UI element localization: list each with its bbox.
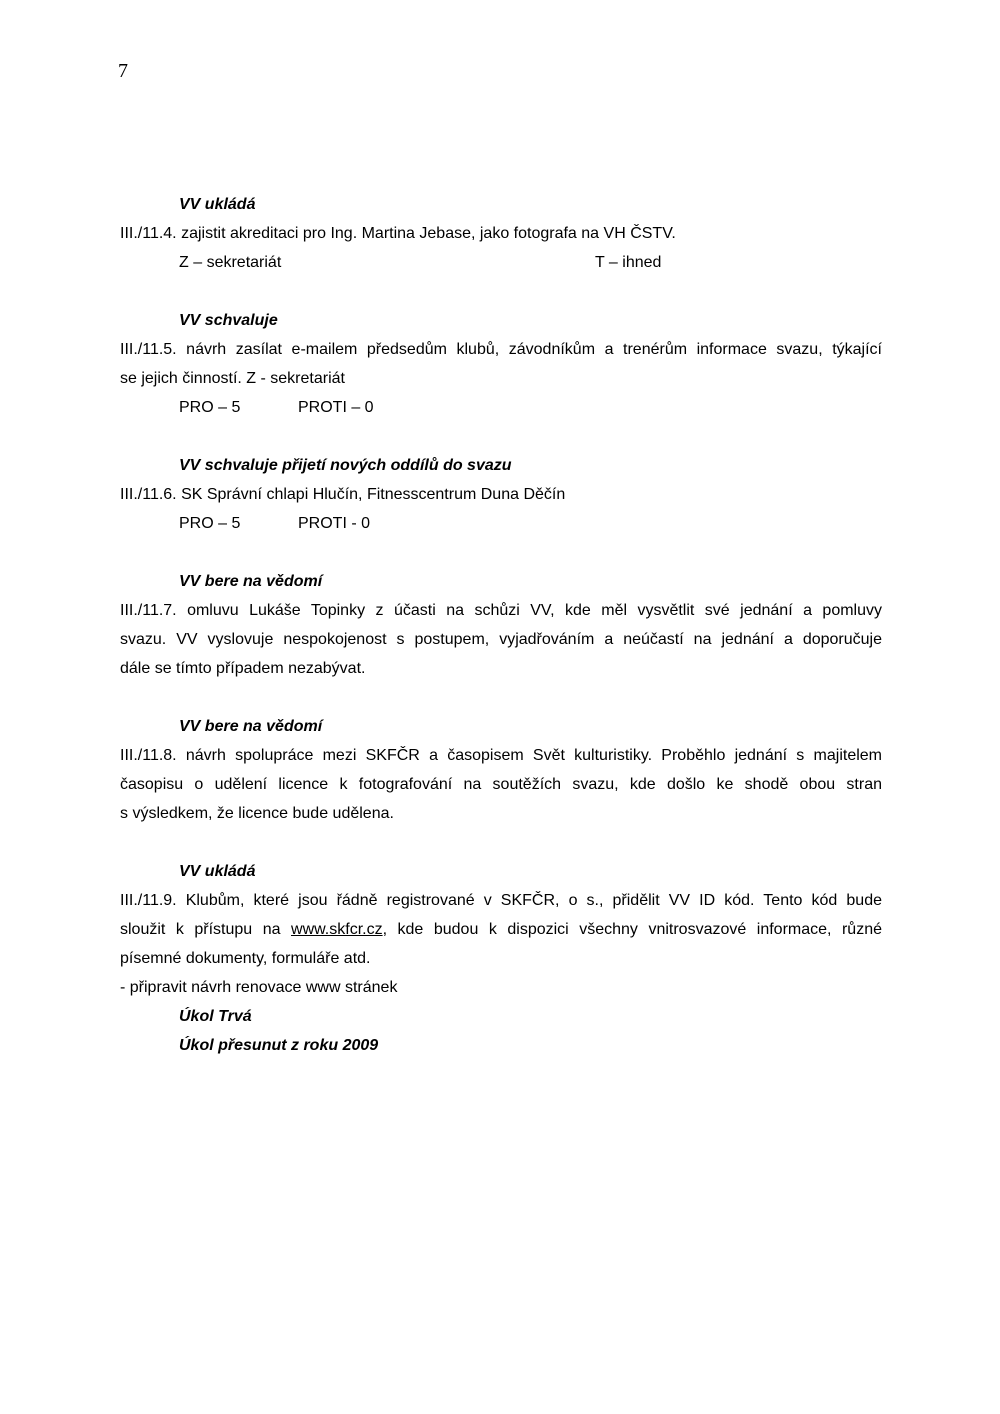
item-11-9-line1: III./11.9. Klubům, které jsou řádně registrované v SKFČR, o s., přidělit VV ID kód. Tento kód bude (120, 892, 882, 909)
item-11-9-line2-pre: sloužit k přístupu na (120, 921, 292, 938)
website-link[interactable]: www.skfcr.cz (291, 921, 383, 938)
page-number: 7 (118, 60, 128, 82)
item-11-4-responsible: Z – sekretariát (179, 254, 282, 271)
item-11-5-line1: III./11.5. návrh zasílat e-mailem předsedům klubů, závodníkům a trenérům informace svazu, týkající (120, 341, 882, 358)
item-11-4-term: T – ihned (595, 254, 662, 271)
item-11-7-line1: III./11.7. omluvu Lukáše Topinky z účasti na schůzi VV, kde měl vysvětlit své jednání a pomluvy (120, 602, 882, 619)
section-heading-ukl-1: VV ukládá (179, 196, 256, 213)
item-11-5-line2: se jejich činností. Z - sekretariát (120, 370, 345, 387)
item-11-9-line3: písemné dokumenty, formuláře atd. (120, 950, 371, 967)
vote-pro-11-6: PRO – 5 (179, 515, 241, 532)
item-11-6-text: III./11.6. SK Správní chlapi Hlučín, Fitnesscentrum Duna Děčín (120, 486, 566, 503)
item-11-4-text: III./11.4. zajistit akreditaci pro Ing. Martina Jebase, jako fotografa na VH ČSTV. (120, 225, 676, 242)
item-11-8-line3: s výsledkem, že licence bude udělena. (120, 805, 394, 822)
section-heading-bere-2: VV bere na vědomí (179, 718, 323, 735)
section-heading-new-clubs: VV schvaluje přijetí nových oddílů do svazu (179, 457, 512, 474)
section-heading-bere-1: VV bere na vědomí (179, 573, 323, 590)
item-11-9-line2 (120, 920, 882, 940)
item-11-8-line2: časopisu o udělení licence k fotografování na soutěžích svazu, kde došlo ke shodě obou stran (120, 776, 882, 793)
section-heading-ukl-2: VV ukládá (179, 863, 256, 880)
section-heading-schvaluje: VV schvaluje (179, 312, 278, 329)
vote-proti-11-6: PROTI - 0 (298, 515, 371, 532)
item-11-9-line2-post: , kde budou k dispozici všechny vnitrosvazové informace, různé (382, 921, 882, 938)
item-11-9-line4: - připravit návrh renovace www stránek (120, 979, 398, 996)
vote-proti-11-5: PROTI – 0 (298, 399, 374, 416)
item-11-8-line1: III./11.8. návrh spolupráce mezi SKFČR a časopisem Svět kulturistiky. Proběhlo jednání s majitelem (120, 747, 882, 764)
vote-pro-11-5: PRO – 5 (179, 399, 241, 416)
item-11-7-line2: svazu. VV vyslovuje nespokojenost s postupem, vyjadřováním a neúčastí na jednání a doporučuje (120, 631, 882, 648)
task-status-moved: Úkol přesunut z roku 2009 (179, 1037, 379, 1054)
item-11-7-line3: dále se tímto případem nezabývat. (120, 660, 366, 677)
task-status-ongoing: Úkol Trvá (179, 1008, 252, 1025)
